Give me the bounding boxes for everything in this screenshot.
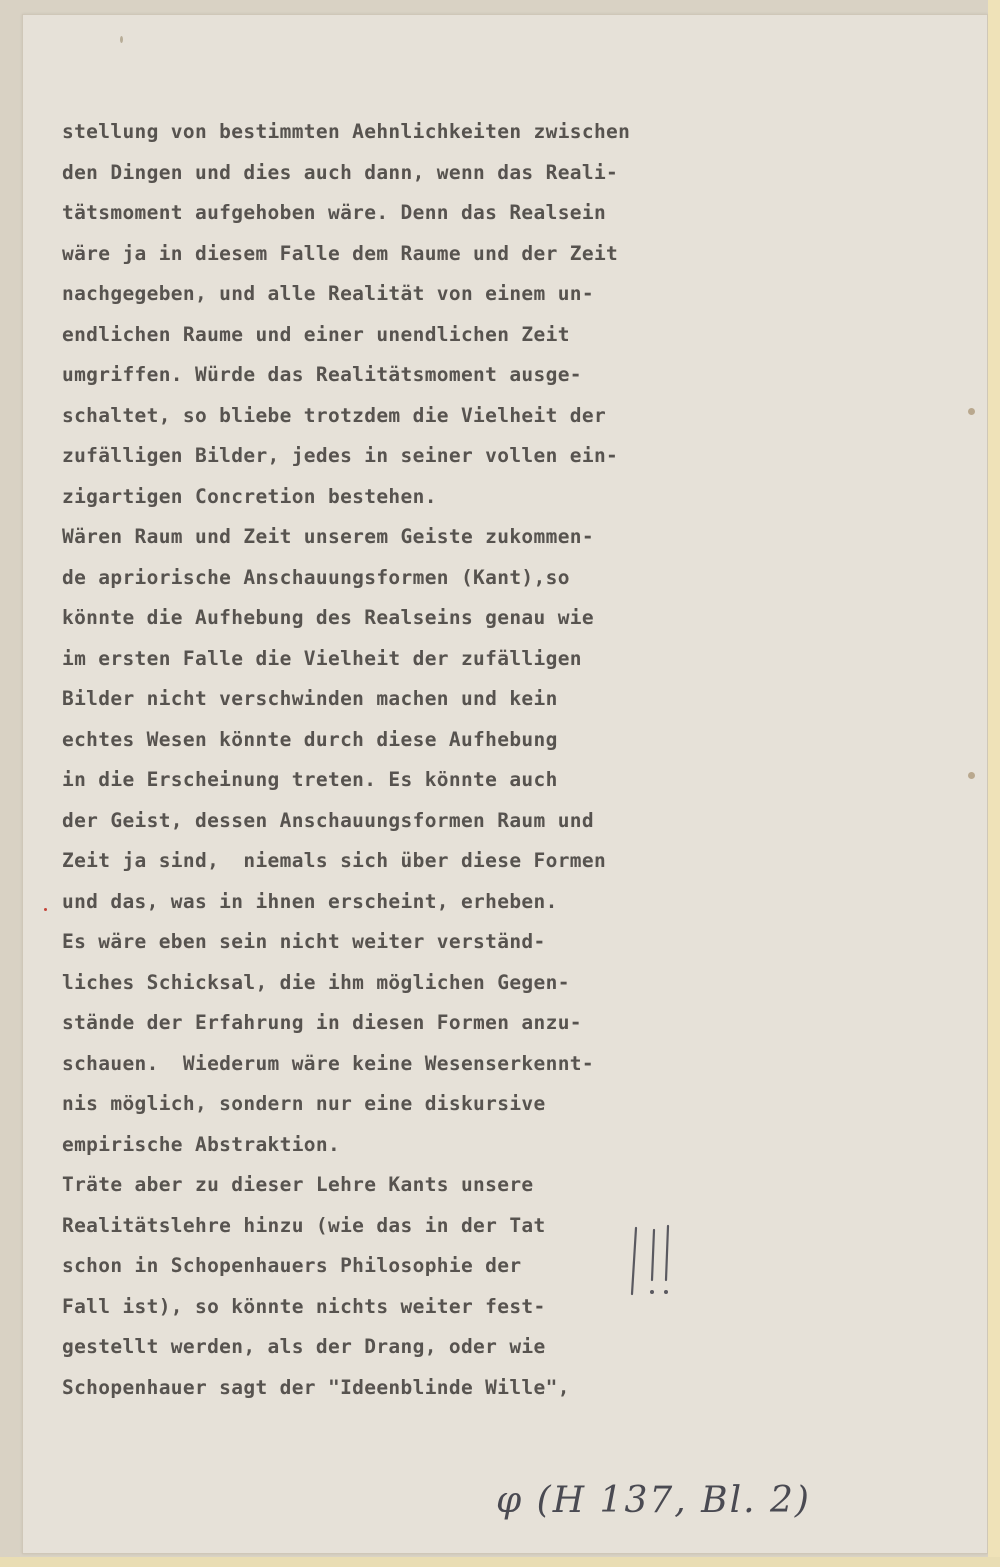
- text-line: wäre ja in diesem Falle dem Raume und der Zeit: [62, 241, 619, 265]
- text-line: Es wäre eben sein nicht weiter verständ-: [62, 930, 546, 953]
- text-line: echtes Wesen könnte durch diese Aufhebung: [62, 727, 558, 751]
- text-line: zufälligen Bilder, jedes in seiner vollen ein-: [62, 444, 619, 467]
- archive-reference-note: φ (H 137, Bl. 2): [496, 1480, 811, 1521]
- text-line: Bilder nicht verschwinden machen und kein: [62, 687, 558, 710]
- text-line: Zeit ja sind, niemals sich über diese Formen: [62, 849, 607, 872]
- text-line: endlichen Raume und einer unendlichen Zeit: [62, 322, 570, 346]
- text-line: gestellt werden, als der Drang, oder wie: [62, 1335, 546, 1358]
- text-line: schon in Schopenhauers Philosophie der: [62, 1254, 522, 1277]
- text-line: stellung von bestimmten Aehnlichkeiten zwischen: [62, 120, 631, 143]
- text-line: empirische Abstraktion.: [62, 1132, 341, 1156]
- text-line: zigartigen Concretion bestehen.: [62, 484, 437, 508]
- paper-speck: [120, 36, 123, 43]
- text-line: nachgegeben, und alle Realität von einem un-: [62, 282, 594, 305]
- text-line: den Dingen und dies auch dann, wenn das Reali-: [62, 160, 619, 184]
- page-edge-bottom: [0, 1557, 1000, 1567]
- paper-speck: [968, 408, 975, 415]
- text-line: könnte die Aufhebung des Realseins genau wie: [62, 606, 594, 629]
- typescript-text: [62, 112, 630, 1408]
- margin-mark-icon: [624, 1222, 682, 1300]
- text-line: schauen. Wiederum wäre keine Wesenserkennt-: [62, 1051, 594, 1075]
- text-line: Wären Raum und Zeit unserem Geiste zukommen-: [62, 525, 594, 548]
- text-line: nis möglich, sondern nur eine diskursive: [62, 1092, 546, 1115]
- text-line: Schopenhauer sagt der "Ideenblinde Wille",: [62, 1375, 570, 1399]
- text-line: liches Schicksal, die ihm möglichen Gegen-: [62, 970, 570, 994]
- paper-speck: [44, 908, 47, 911]
- text-line: umgriffen. Würde das Realitätsmoment ausge-: [62, 363, 582, 386]
- text-line: und das, was in ihnen erscheint, erheben.: [62, 889, 558, 913]
- text-line: tätsmoment aufgehoben wäre. Denn das Realsein: [62, 201, 607, 224]
- text-line: stände der Erfahrung in diesen Formen anzu-: [62, 1011, 582, 1034]
- paper-speck: [968, 772, 975, 779]
- text-line: de apriorische Anschauungsformen (Kant),so: [62, 565, 570, 589]
- page-edge-right: [988, 0, 1000, 1567]
- text-line: Träte aber zu dieser Lehre Kants unsere: [62, 1173, 534, 1196]
- text-line: im ersten Falle die Vielheit der zufälligen: [62, 646, 582, 670]
- text-line: schaltet, so bliebe trotzdem die Vielheit der: [62, 403, 607, 427]
- text-line: in die Erscheinung treten. Es könnte auch: [62, 768, 558, 791]
- text-line: Fall ist), so könnte nichts weiter fest-: [62, 1294, 546, 1318]
- text-line: Realitätslehre hinzu (wie das in der Tat: [62, 1213, 546, 1237]
- text-line: der Geist, dessen Anschauungsformen Raum und: [62, 808, 594, 832]
